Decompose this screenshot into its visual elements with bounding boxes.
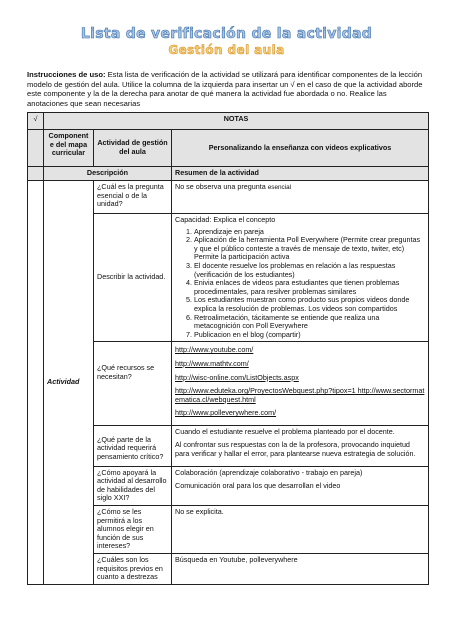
list-item: 6. Retroalimetación, tácitamente se entiende que realiza una metacognición con Poll Everywhere bbox=[194, 314, 425, 331]
answer-cell bbox=[172, 425, 429, 466]
answer-text: No se observa una pregunta bbox=[175, 182, 268, 191]
list-item: 1. Aprendizaje en pareja bbox=[194, 228, 425, 237]
instructions-text: Esta lista de verificación de la actividad se utilizará para identificar componentes de la lección modelo de gestión del aula. Utilice la columna de la izquierda para insertar un √ en el caso de que la actividad aborde este componente y la de la derecha para anotar de qué manera la actividad fue abordada o no. Realice las anotaciones que sean necesarias bbox=[27, 70, 423, 108]
resource-link[interactable]: http://www.youtube.com/ bbox=[175, 345, 254, 355]
answer-intro: Capacidad: Explica el concepto bbox=[175, 215, 276, 224]
table-row bbox=[28, 181, 429, 214]
answer-paragraph: Cuando el estudiante resuelve el problema planteado por el docente. bbox=[175, 426, 395, 436]
description-header: Descripción bbox=[44, 167, 172, 181]
question-cell: ¿Qué recursos se necesitan? bbox=[94, 342, 172, 426]
question-cell: Describir la actividad. bbox=[94, 214, 172, 342]
answer-cell bbox=[172, 342, 429, 426]
list-item: 2. Aplicación de la herramienta Poll Everywhere (Permite crear preguntas y que el público conteste a través de mensaje de texto, twiter, etc) Permite la participación activa bbox=[194, 236, 425, 262]
notes-column-header: NOTAS bbox=[44, 113, 429, 130]
question-cell: ¿Cómo apoyará la actividad al desarrollo de habilidades del siglo XXI? bbox=[94, 466, 172, 505]
check-column-header: √ bbox=[28, 113, 44, 130]
checklist-table bbox=[27, 112, 429, 585]
resource-link[interactable]: http://www.mathtv.com/ bbox=[175, 358, 249, 368]
question-cell: ¿Cuáles son los requisitos previos en cuanto a destrezas bbox=[94, 554, 172, 585]
answer-paragraph: Comunicación oral para los que desarrollan el video bbox=[175, 481, 341, 491]
steps-list bbox=[175, 228, 425, 340]
resource-link[interactable]: http://www.polleverywhere.com/ bbox=[175, 408, 277, 418]
question-cell: ¿Cómo se les permitirá a los alumnos elegir en función de sus intereses? bbox=[94, 506, 172, 554]
activity-label: Actividad bbox=[44, 181, 94, 585]
list-item: 7. Publicacion en el blog (compartir) bbox=[194, 331, 425, 340]
activity-title: Personalizando la enseñanza con videos explicativos bbox=[172, 130, 429, 167]
answer-cell bbox=[172, 214, 429, 342]
instructions-paragraph bbox=[27, 70, 427, 108]
table-header-row bbox=[28, 113, 429, 130]
answer-small-text: esencial bbox=[267, 184, 292, 191]
answer-cell bbox=[172, 181, 429, 214]
document-title: Lista de verificación de la actividad bbox=[80, 26, 373, 42]
component-header: Component e del mapa curricular bbox=[44, 130, 94, 167]
empty-check-cell bbox=[28, 130, 44, 167]
empty-check-cell bbox=[28, 167, 44, 181]
summary-header: Resumen de la actividad bbox=[172, 167, 429, 181]
list-item: 5. Los estudiantes muestran como producto sus propios videos donde explica la resolución de problemas. Los videos son compartidos bbox=[194, 296, 425, 313]
document-subtitle: Gestión del aula bbox=[168, 43, 285, 57]
list-item: 4. Enivia enlaces de videos para estudiantes que tienen problemas procedimentales, para resilver problemas similares bbox=[194, 279, 425, 296]
answer-paragraph: Colaboración (aprendizaje colaborativo - trabajo en pareja) bbox=[175, 467, 363, 477]
question-cell: ¿Qué parte de la actividad requerirá pensamiento crítico? bbox=[94, 425, 172, 466]
instructions-label: Instrucciones de uso: bbox=[27, 70, 106, 79]
list-item: 3. El docente resuelve los problemas en relación a las respuestas (verificación de los estudiantes) bbox=[194, 262, 425, 279]
answer-cell: Búsqueda en Youtube, polleverywhere bbox=[172, 554, 429, 585]
check-cell bbox=[28, 181, 44, 585]
question-cell: ¿Cuál es la pregunta esencial o de la unidad? bbox=[94, 181, 172, 214]
description-row bbox=[28, 167, 429, 181]
resource-link[interactable]: http://wisc-online.com/ListObjects.aspx bbox=[175, 372, 299, 382]
resource-link[interactable]: http://www.eduteka.org/ProyectosWebquest.php?tipox=1 http://www.sectormatematica.cl/webquest.html bbox=[175, 386, 425, 404]
table-subheader-row bbox=[28, 130, 429, 167]
management-header: Actividad de gestión del aula bbox=[94, 130, 172, 167]
answer-paragraph: Al confrontar sus respuestas con la de la profesora, provocando inquietud para verificar y hallar el error, para plantearse nueva estrategia de solución. bbox=[175, 440, 416, 459]
answer-cell: No se explicita. bbox=[172, 506, 429, 554]
answer-cell bbox=[172, 466, 429, 505]
